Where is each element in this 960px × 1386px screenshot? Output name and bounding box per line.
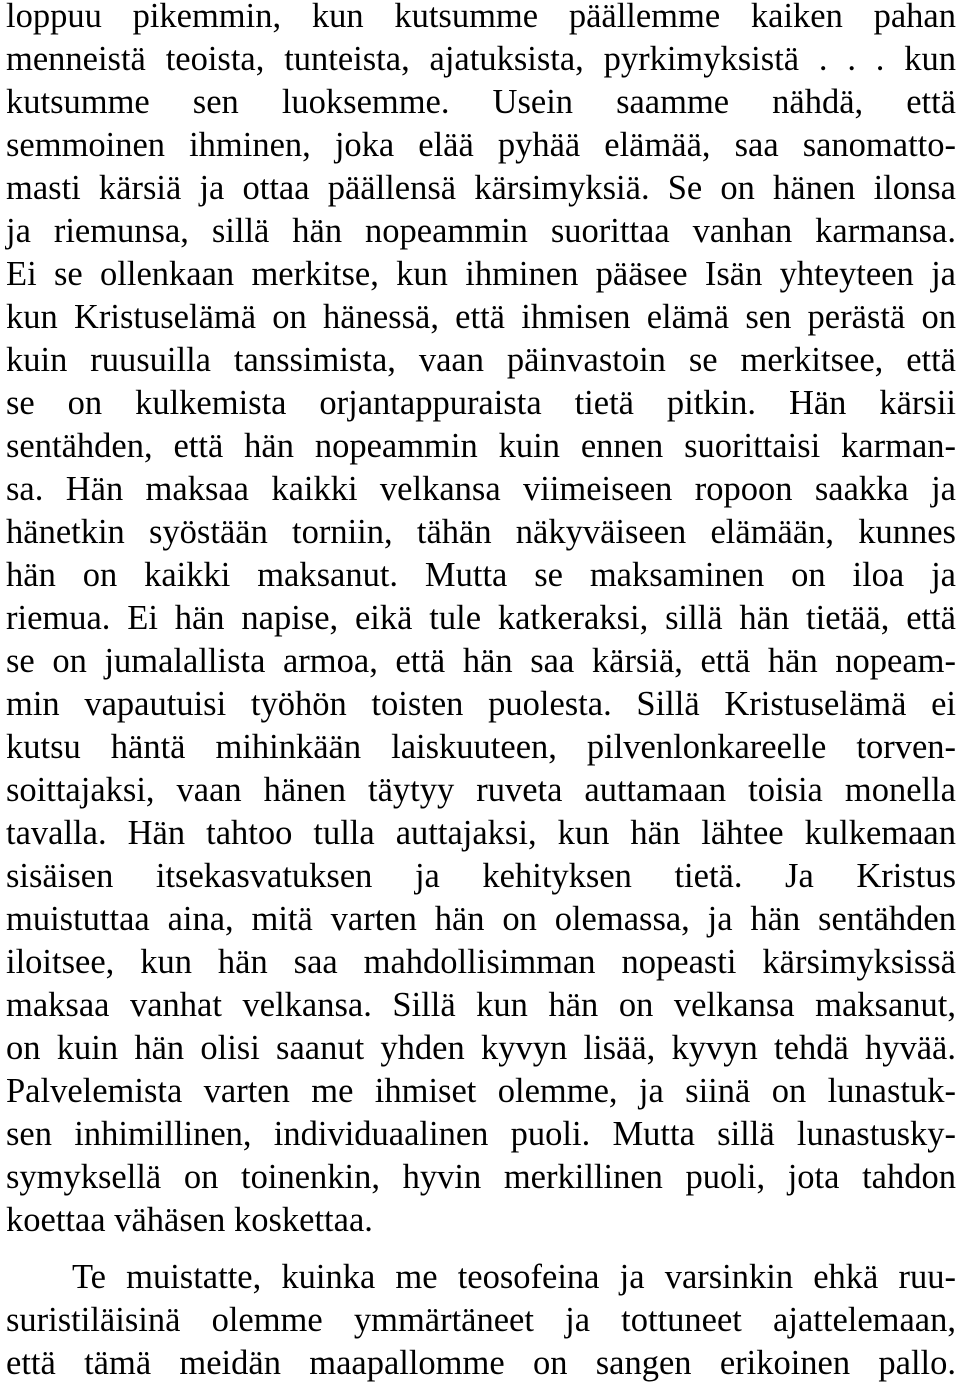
- text-line-12: sa. Hän maksaa kaikki velkansa viimeiseen ropoon saakka ja: [6, 470, 956, 508]
- text-line-23: iloitsee, kun hän saa mahdollisimman nopeasti kärsimyksissä: [6, 943, 956, 981]
- text-line-1: loppuu pikemmin, kun kutsumme päällemme kaiken pahan: [6, 0, 956, 35]
- text-line-3: kutsumme sen luoksemme. Usein saamme nähdä, että: [6, 83, 956, 121]
- text-line-9: kuin ruusuilla tanssimista, vaan päinvastoin se merkitsee, että: [6, 341, 956, 379]
- text-line-21: sisäisen itsekasvatuksen ja kehityksen tietä. Ja Kristus: [6, 857, 956, 895]
- text-line-10: se on kulkemista orjantappuraista tietä pitkin. Hän kärsii: [6, 384, 956, 422]
- text-line-29: koettaa vähäsen koskettaa.: [6, 1201, 373, 1239]
- text-line-14: hän on kaikki maksanut. Mutta se maksaminen on iloa ja: [6, 556, 956, 594]
- text-line-18: kutsu häntä mihinkään laiskuuteen, pilvenlonkareelle torven-: [6, 728, 956, 766]
- text-line-8: kun Kristuselämä on hänessä, että ihmisen elämä sen perästä on: [6, 298, 956, 336]
- text-line-26: Palvelemista varten me ihmiset olemme, ja siinä on lunastuk-: [6, 1072, 956, 1110]
- text-line-24: maksaa vanhat velkansa. Sillä kun hän on velkansa maksanut,: [6, 986, 956, 1024]
- text-line-11: sentähden, että hän nopeammin kuin ennen suorittaisi karman-: [6, 427, 956, 465]
- text-line-2: menneistä teoista, tunteista, ajatuksista, pyrkimyksistä . . . kun: [6, 40, 956, 78]
- text-line-7: Ei se ollenkaan merkitse, kun ihminen pääsee Isän yhteyteen ja: [6, 255, 956, 293]
- text-line-20: tavalla. Hän tahtoo tulla auttajaksi, kun hän lähtee kulkemaan: [6, 814, 956, 852]
- text-line-25: on kuin hän olisi saanut yhden kyvyn lisää, kyvyn tehdä hyvää.: [6, 1029, 956, 1067]
- text-line-19: soittajaksi, vaan hänen täytyy ruveta auttamaan toisia monella: [6, 771, 956, 809]
- text-line-22: muistuttaa aina, mitä varten hän on olemassa, ja hän sentähden: [6, 900, 956, 938]
- text-line-4: semmoinen ihminen, joka elää pyhää elämää, saa sanomatto-: [6, 126, 956, 164]
- text-line-32: että tämä meidän maapallomme on sangen erikoinen pallo.: [6, 1344, 956, 1382]
- text-line-15: riemua. Ei hän napise, eikä tule katkeraksi, sillä hän tietää, että: [6, 599, 956, 637]
- text-line-28: symyksellä on toinenkin, hyvin merkillinen puoli, jota tahdon: [6, 1158, 956, 1196]
- text-line-5: masti kärsiä ja ottaa päällensä kärsimyksiä. Se on hänen ilonsa: [6, 169, 956, 207]
- text-line-27: sen inhimillinen, individuaalinen puoli. Mutta sillä lunastusky-: [6, 1115, 956, 1153]
- text-line-31: suristiläisinä olemme ymmärtäneet ja tottuneet ajattelemaan,: [6, 1301, 956, 1339]
- text-line-30: Te muistatte, kuinka me teosofeina ja varsinkin ehkä ruu-: [72, 1258, 956, 1296]
- text-line-17: min vapautuisi työhön toisten puolesta. Sillä Kristuselämä ei: [6, 685, 956, 723]
- text-line-16: se on jumalallista armoa, että hän saa kärsiä, että hän nopeam-: [6, 642, 956, 680]
- text-line-6: ja riemunsa, sillä hän nopeammin suorittaa vanhan karmansa.: [6, 212, 956, 250]
- text-line-13: hänetkin syöstään torniin, tähän näkyväiseen elämään, kunnes: [6, 513, 956, 551]
